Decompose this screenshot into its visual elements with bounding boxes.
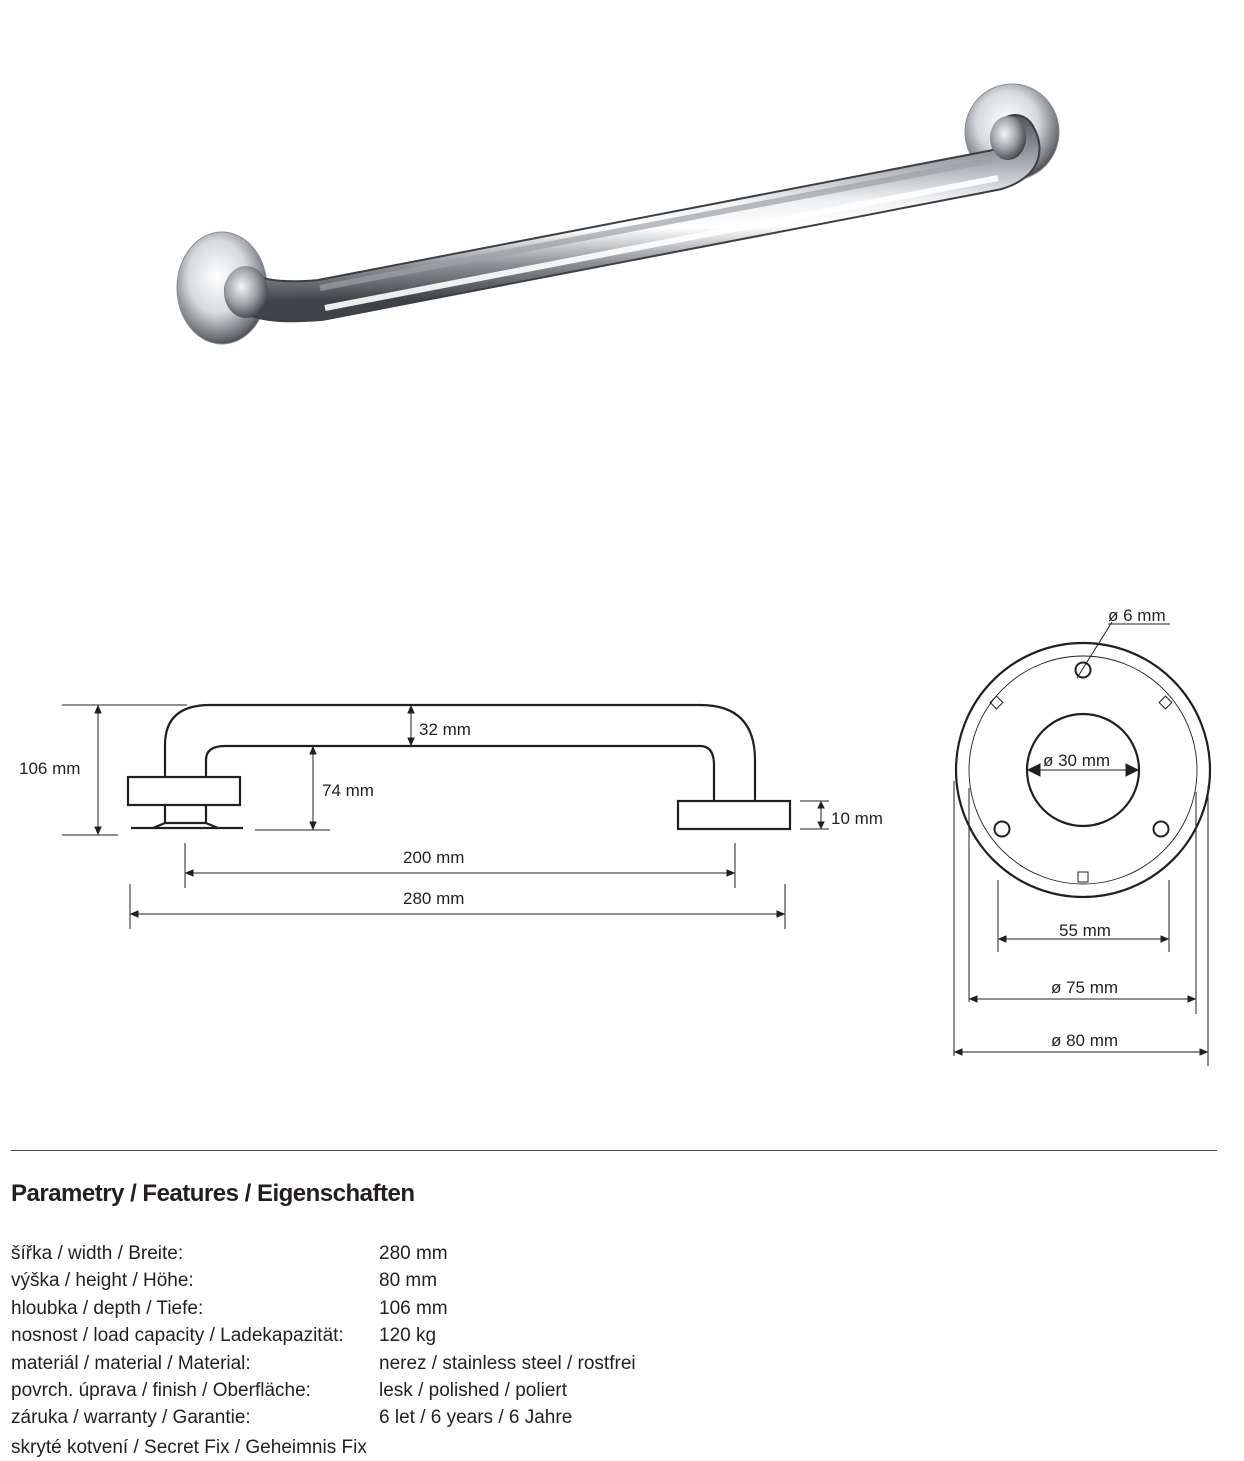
- feature-value: 106 mm: [379, 1297, 448, 1319]
- mounting-plate-diagram-icon: [930, 590, 1244, 1080]
- dim-clearance: 74 mm: [322, 781, 374, 800]
- feature-label: materiál / material / Material:: [11, 1352, 251, 1374]
- dim-hole-spacing: 55 mm: [1059, 921, 1111, 940]
- feature-secret-fix: skryté kotvení / Secret Fix / Geheimnis Fix: [11, 1437, 367, 1458]
- feature-label: výška / height / Höhe:: [11, 1270, 194, 1292]
- side-view-drawing: [0, 590, 920, 950]
- features-heading: Parametry / Features / Eigenschaften: [11, 1180, 415, 1207]
- dim-center-distance: 200 mm: [403, 848, 465, 867]
- feature-row-load-capacity: [11, 1322, 636, 1349]
- dim-hole-diameter: ø 6 mm: [1108, 606, 1166, 625]
- feature-label: hloubka / depth / Tiefe:: [11, 1297, 204, 1319]
- feature-value: 80 mm: [379, 1270, 438, 1292]
- section-divider: [11, 1150, 1217, 1151]
- feature-value: 280 mm: [379, 1243, 448, 1264]
- feature-row-height: [11, 1267, 636, 1294]
- dim-overall-width: 280 mm: [403, 889, 465, 908]
- feature-value: lesk / polished / poliert: [379, 1380, 567, 1402]
- dim-overall-depth: 106 mm: [19, 759, 81, 778]
- feature-value: nerez / stainless steel / rostfrei: [379, 1352, 636, 1374]
- feature-row-finish: [11, 1377, 636, 1404]
- feature-row-warranty: [11, 1404, 636, 1431]
- feature-label: šířka / width / Breite:: [11, 1243, 184, 1264]
- side-view-diagram-icon: [0, 590, 920, 950]
- dim-flange-thickness: 10 mm: [831, 809, 883, 828]
- feature-value: 6 let / 6 years / 6 Jahre: [379, 1407, 573, 1429]
- feature-row-material: [11, 1350, 636, 1377]
- feature-row-width: [11, 1240, 636, 1267]
- dim-tube-diameter: 32 mm: [419, 720, 471, 739]
- dim-tube-opening: ø 30 mm: [1043, 751, 1111, 770]
- features-table: [11, 1240, 636, 1432]
- feature-row-depth: [11, 1295, 636, 1322]
- plate-view-drawing: [930, 590, 1244, 1080]
- feature-label: nosnost / load capacity / Ladekapazität:: [11, 1325, 344, 1347]
- feature-label: záruka / warranty / Garantie:: [11, 1407, 251, 1429]
- product-photo: [150, 60, 1100, 380]
- dim-outer-diameter: ø 80 mm: [1051, 1031, 1119, 1050]
- feature-value: 120 kg: [379, 1325, 437, 1347]
- grab-bar-photo-icon: [150, 60, 1100, 380]
- dim-inner-diameter: ø 75 mm: [1051, 978, 1119, 997]
- feature-label: povrch. úprava / finish / Oberfläche:: [11, 1380, 311, 1402]
